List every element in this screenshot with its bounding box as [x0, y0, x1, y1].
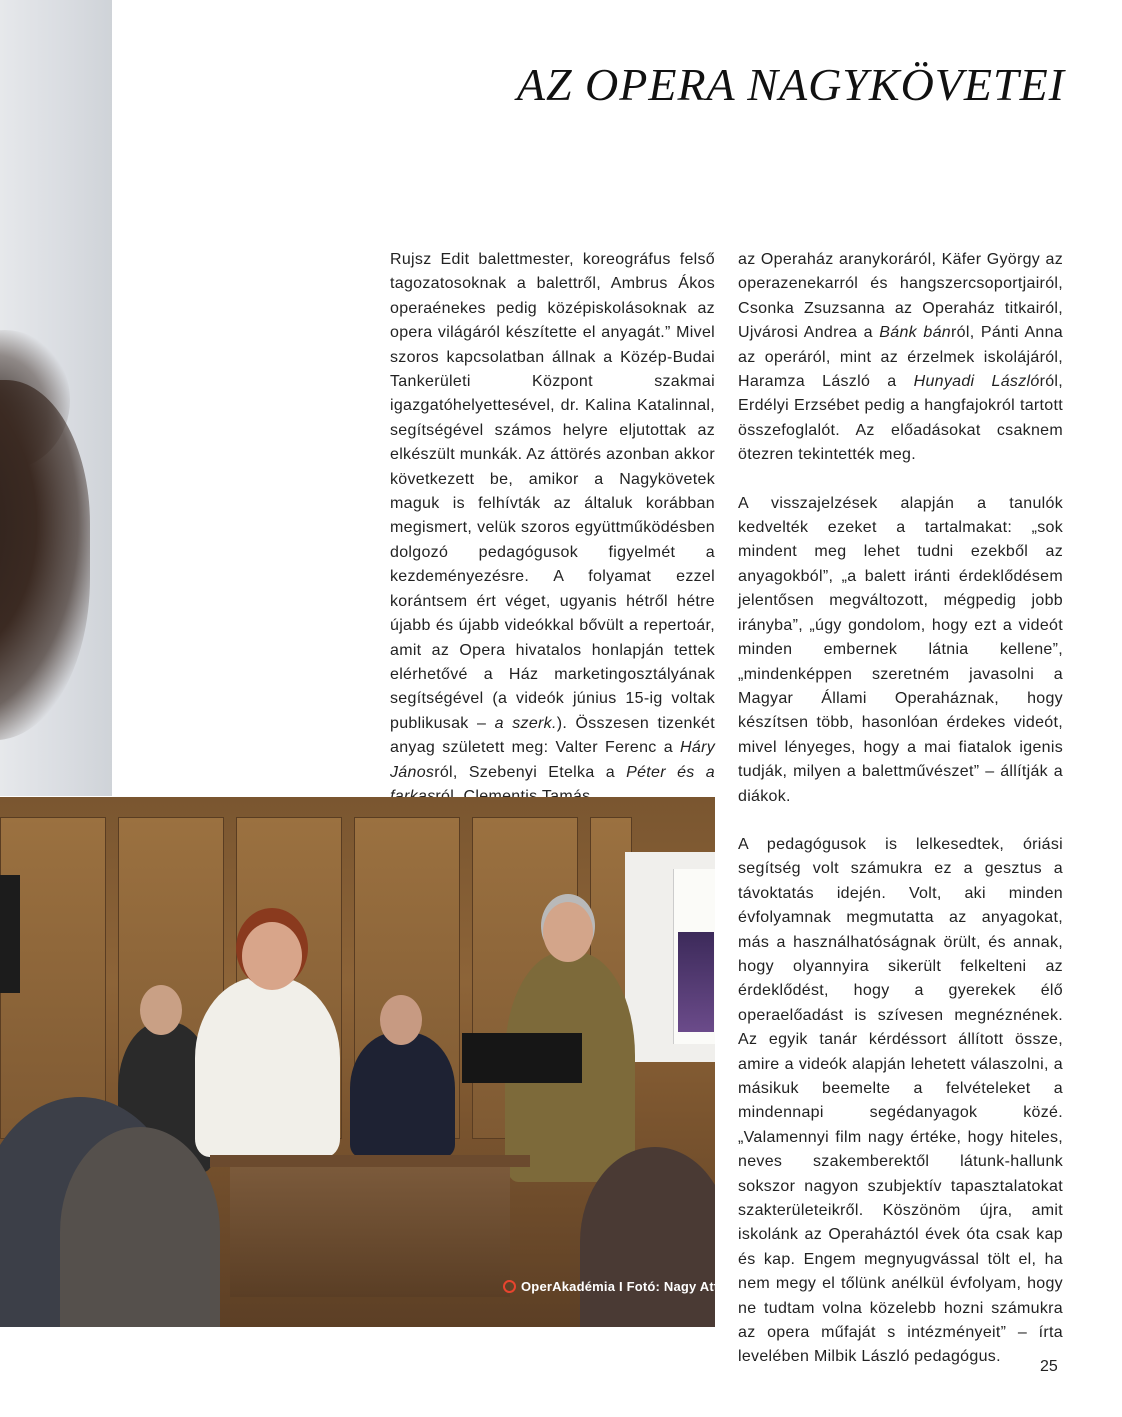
loudspeaker — [0, 875, 20, 993]
audience-member — [60, 1127, 220, 1327]
page-title: AZ OPERA NAGYKÖVETEI — [516, 59, 1065, 110]
seated-man-clapping — [350, 1032, 455, 1157]
text-column-left — [390, 248, 715, 833]
seated-man-clapping-head — [380, 995, 422, 1045]
projected-image — [678, 932, 714, 1032]
seated-man-head — [140, 985, 182, 1035]
event-photo — [0, 797, 715, 1327]
paragraph: Rujsz Edit balettmester, koreográfus felső tagozatosoknak a balettről, Ambrus Ákos operaénekes pedig középiskolásoknak az opera világáról készítette el anyagát.” Mivel szoros kapcsolatban állnak a Közép-Budai Tankerületi Központ szakmai igazgatóhelyettesével, dr. Kalina Katalinnal, segítségével számos helyre eljutottak az elkészült munkák. Az áttörés azonban akkor következett be, amikor a Nagykövetek maguk is felhívták az általuk korábban megismert, velük szoros együttműködésben dolgozó pedagógusok figyelmét a kezdeményezésre. A folyamat ezzel korántsem ért véget, ugyanis hétről hétre újabb és újabb videókkal bővült a repertoár, amit az Opera hivatalos honlapján tettek elérhetővé a Ház marketingosztályának segítségével (a videók június 15-ig voltak publikusak – a szerk.). Összesen tizenkét anyag született meg: Valter Ferenc a Háry Jánosról, Szebenyi Etelka a Péter és a — [390, 251, 715, 781]
table-top — [210, 1155, 530, 1167]
operakademia-logo-icon — [503, 1280, 516, 1293]
speaker-head — [543, 902, 593, 962]
paragraph: A pedagógusok is lelkesedtek, óriási segítség volt számukra ez a gesztus a távoktatás idején. Volt, aki minden évfolyamnak megmutatta az anyagokat, más a használhatóságnak örült, és annak, hogy olyannyira sikerült felkelteni az érdeklődést, hogy a gyerekek élő operaelőadást is szívesen megnéznének. Az egyik tanár kérdéssort állított össze, amire a videók alapján lehetett válaszolni, a másikuk beemelte a felvételeket a mindennapi segédanyagok közé. „Valamennyi film nagy értéke, hogy hiteles, neves szakemberektől látunk-hallunk sokszor nagyon szubjektív tapasztalatokat szakterületeikről. Köszönöm újra, amit iskolánk az Operaháztól évek óta csak kap és kap. Engem megnyugvással tölt el, ha nem megy el tőlünk anélkül évfolyam, hogy ne tudtam volna közelebb hozni számukra az opera műfaját s intézményeit” – írta levelében Milbik László pedagógus. — [738, 835, 1063, 1366]
text-column-right — [738, 248, 1063, 1394]
photo-caption: OperAkadémia I Fotó: Nagy Attila — [503, 1279, 734, 1294]
page-number: 25 — [1040, 1358, 1058, 1375]
woman-head — [242, 922, 302, 990]
woman-in-white — [195, 977, 340, 1157]
table-front — [230, 1167, 510, 1297]
music-stand — [462, 1033, 582, 1083]
portrait-hair — [0, 380, 90, 740]
paragraph: az Operaház aranykoráról, Käfer György az operazenekarról és hangszercsoportjairól, Csonka Zsuzsanna az Operaház titkairól, Ujvárosi Andrea a Bánk bánról, Pánti Anna az operáról, mint az érzelmek iskolájáról, Haramza László a Hunyadi Lászlóról, Erdélyi Erzsébet pedig a hangfajokról tartott összefoglalót. Az előadásokat csaknem ötezren tekintették meg. — [738, 251, 1064, 464]
portrait-photo-strip — [0, 0, 112, 796]
paragraph: A visszajelzések alapján a tanulók kedvelték ezeket a tartalmakat: „sok mindent meg lehet tudni ezekből az anyagokból”, „a balett iránti érdeklődésem jelentősen megváltozott, mégpedig jobb irányba”, „úgy gondolom, hogy ezt a videót minden embernek látnia kellene”, „mindenképpen szeretném javasolni a Magyar Állami Operaháznak, hogy készítsen több, hasonlóan érdekes videót, mivel lényeges, hogy a mai fiatalok igenis tudják, milyen a balettművészet” – állítják a diákok. — [738, 494, 1063, 805]
